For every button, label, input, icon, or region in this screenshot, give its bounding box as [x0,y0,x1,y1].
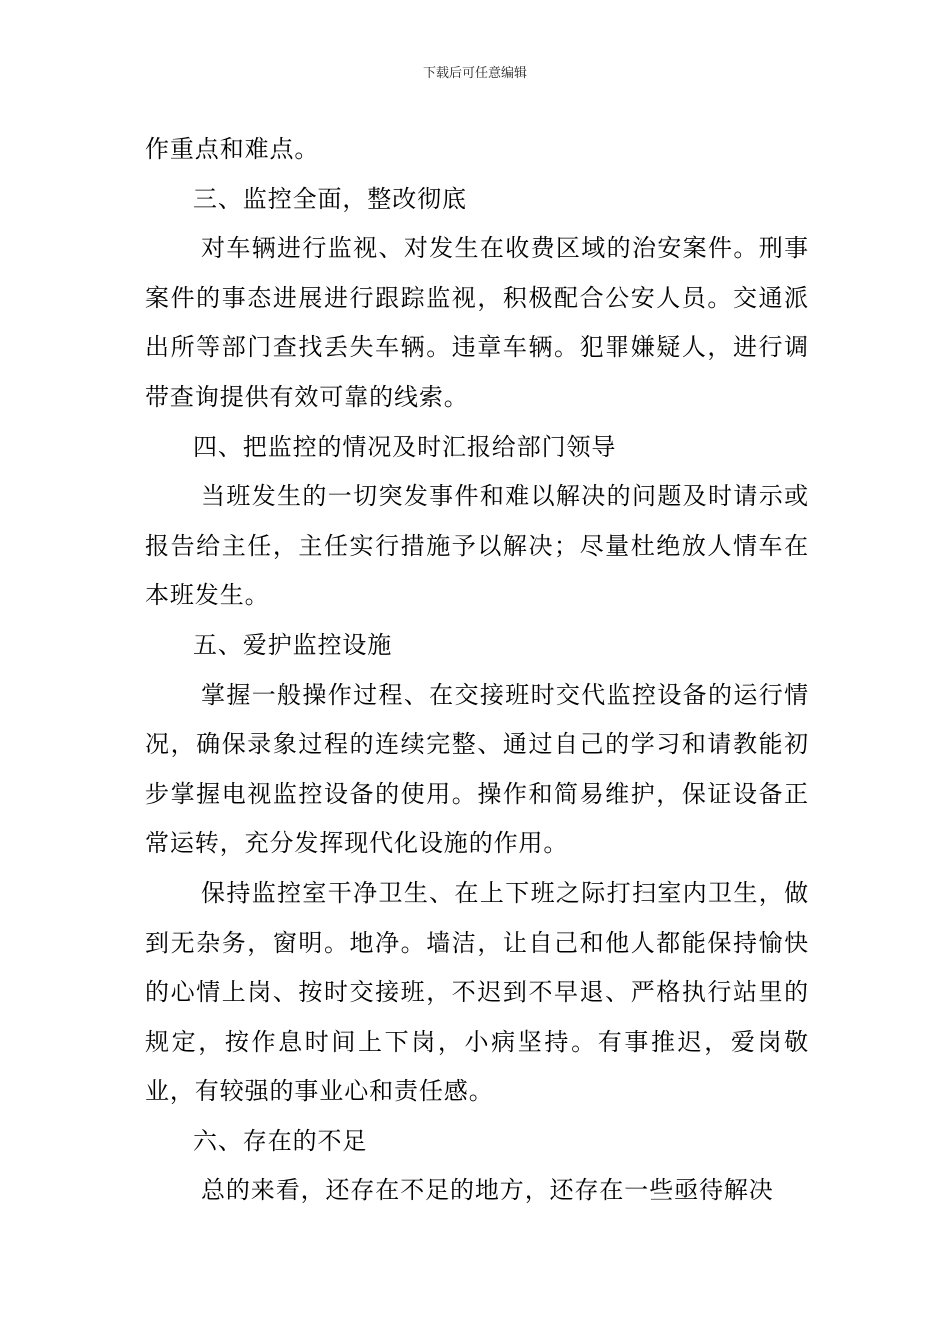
section-heading-3: 三、监控全面，整改彻底 [193,184,467,213]
paragraph-reporting: 当班发生的一切突发事件和难以解决的问题及时请示或报告给主任，主任实行措施予以解决；尽量杜绝放人情车在本班发生。 [145,482,809,610]
document-body [145,125,809,1216]
paragraph-shortcomings: 总的来看，还存在不足的地方，还存在一些亟待解决 [201,1176,774,1205]
page-header: 下载后可任意编辑 [422,66,527,81]
section-heading-4: 四、把监控的情况及时汇报给部门领导 [193,432,617,461]
paragraph-cleanliness: 保持监控室干净卫生、在上下班之际打扫室内卫生，做到无杂务，窗明。地净。墙洁，让自己和他人都能保持愉快的心情上岗、按时交接班，不迟到不早退、严格执行站里的规定，按作息时间上下岗，小病坚持。有事推迟，爱岗敬业，有较强的事业心和责任感。 [145,878,809,1106]
paragraph-monitoring: 对车辆进行监视、对发生在收费区域的治安案件。刑事案件的事态进展进行跟踪监视，积极配合公安人员。交通派出所等部门查找丢失车辆。违章车辆。犯罪嫌疑人，进行调带查询提供有效可靠的线索。 [145,234,809,411]
paragraph-equipment: 掌握一般操作过程、在交接班时交代监控设备的运行情况，确保录象过程的连续完整、通过自己的学习和请教能初步掌握电视监控设备的使用。操作和简易维护，保证设备正常运转，充分发挥现代化设施的作用。 [145,680,809,858]
section-heading-6: 六、存在的不足 [193,1126,368,1155]
section-heading-5: 五、爱护监控设施 [193,630,393,659]
paragraph-continuation: 作重点和难点。 [145,135,320,163]
